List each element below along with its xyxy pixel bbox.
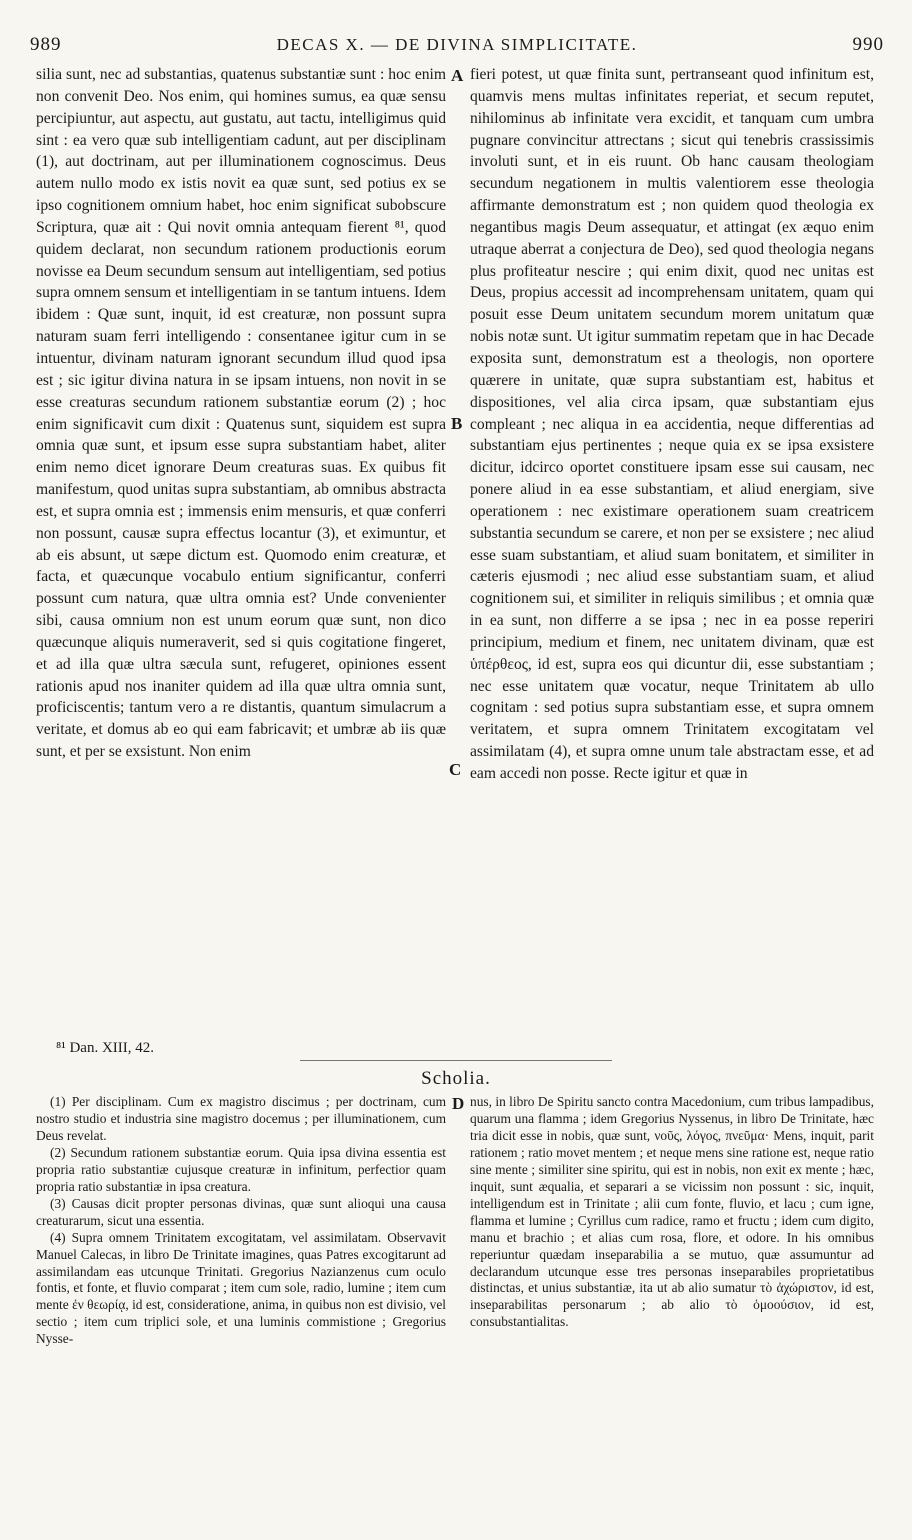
left-page-number: 989 [30,34,62,55]
right-page-number: 990 [852,34,884,55]
margin-letter-d: D [452,1094,465,1113]
scholia-note-continued: nus, in libro De Spiritu sancto contra Macedonium, cum tribus lampadibus, quarum una flamma ; idem Gregorius Nyssenus, in libro De Trinitate, hæc tria dicit esse in nobis, quæ sunt, νοῦς, λόγος, πνεῦμα· Mens, inquit, parit rationem ; ratio movet mentem ; et neque mens sine ratione est, neque ratio sine mente ; similiter sine spiritu, qui est in nobis, non exit ex mente ; hæc, inquit, sunt æqualia, et separari a se vicissim non possunt : sic, inquit, intelligendum est in Trinitate ; alii cum fonte, fluvio, et lacu ; cum igne, flamma et lumine ; Cyrillus cum radice, ramo et fructu ; idem cum digito, manu et brachio ; et alias cum rosa, flore, et odore. In his omnibus reperiuntur quædam inseparabilia a se mutuo, quæ assumuntur ad declarandum utcunque esse tres personas inseparabiles proprietatibus distinctas, et unius substantiæ, ita ut ab alio sumatur τὸ ἀχώριστον, id est, inseparabilitas personarum ; ab alio τὸ ὁμοούσιον, id est, consubstantialitas. [470,1094,874,1330]
scholia-left-column [36,1094,446,1348]
main-left-column [36,64,446,763]
margin-letter-b: B [451,414,463,433]
scholia-note: (4) Supra omnem Trinitatem excogitatam, vel assimilatam. Observavit Manuel Calecas, in libro De Trinitate imagines, quas Patres excogitarunt ad assimilandam eas utcunque Trinitati. Gregorius Nazianzenus cum oculo fontis, et fonte, et fluvio comparat ; item cum sole, radio, lumine ; item cum mente ἐν θεωρίᾳ, id est, consideratione, anima, in quibus non est divisio, vel sectio ; item cum triplici sole, et una luminis commistione ; Gregorius Nysse- [36,1229,446,1347]
scholia-divider [300,1060,612,1061]
running-header [30,34,884,62]
running-title: DECAS X. — DE DIVINA SIMPLICITATE. [276,35,638,54]
margin-letter-c: C [449,760,462,779]
scholia-right-column [470,1094,874,1331]
main-right-paragraph: fieri potest, ut quæ finita sunt, pertranseant quod infinitum est, quamvis mens multas infinitates reperiat, et secum reputet, nihilominus ab infinitate vera excidit, et tanquam cum umbra pugnare convincitur attrectans ; sicut qui tenebris crassissimis involuti sunt, et in eis ruunt. Ob hanc causam theologiam secundum negationem in multis valentiorem esse theologia affirmante demonstratum est ; non quidem quod theologia ex negantibus magis Deum assequatur, et attingat (ex æquo enim utraque aberrat a conjectura de Deo), sed quod theologia negans plus profiteatur nescire ; qui enim dixit, quod nec unitas est Deus, propius accessit ad incomprehensam unitatem, quam qui posuit esse Deum unitatem secundum morem unitatum quæ nobis notæ sunt. Ut igitur summatim repetam que in hac Decade exposita sunt, demonstratum est a theologis, non oportere quærere in unitate, quæ supra substantiam est, habitus et dispositiones, vel alia circa ipsam, quæ substantiam ejus compleant ; nec aliqua in ea accidentia, neque differentias ad substantiam ejus pertinentes ; neque quia ex se ipsa exsistere dicitur, idcirco oportet constituere ipsam esse sui causam, nec ponere aliud in ea esse substantiam, et aliud energiam, sive operationem : nec existimare operationem suam creatricem substantia secundum se carere, et non per se exsistere ; nec aliud esse suam substantiam, et aliud suam bonitatem, et similiter in cæteris ejusmodi ; nec aliud esse substantiam suam, et aliud cognitionem sui, et similiter in reliquis similibus ; et omnia quæ in ea sunt, non differre a se ipsa ; nec in ea posse reperiri principium, medium et finem, nec unitatem divinam, quæ est ὑπέρθεος, id est, supra eos qui dicuntur dii, esse substantiam ; nec esse unitatem quæ vocatur, neque Trinitatem ab ullo cognitam : sed potius supra substantiam esse, et supra omnem veritatem, et supra omnem Trinitatem excogitatam vel assimilatam (4), et supra omne unum tale abstractam esse, et ad eam accedi non posse. Recte igitur et quæ in [470,66,874,782]
margin-letter-a: A [451,66,464,85]
main-left-paragraph: silia sunt, nec ad substantias, quatenus substantiæ sunt : hoc enim non convenit Deo. Nos enim, qui homines sumus, ea quæ sensu percipiuntur, aut aspectu, aut gustatu, aut tactu, intelligimus quid sint : ea vero quæ sub intelligentiam cadunt, aut per disciplinam (1), aut doctrinam, aut per illuminationem cognoscimus. Deus autem nullo modo ex istis novit ea quæ sunt, sed potius ex se ipso cognitionem omnium habet, hoc enim significat subobscure Scriptura, quæ ait : Qui novit omnia antequam fierent ⁸¹, quod quidem declarat, non secundum rationem productionis eorum novisse ea Deum secundum sensum aut intelligentiam, sed potius supra omnem sensum et intelligentiam in se tantum intuens. Idem ibidem : Quæ sunt, inquit, id est creaturæ, non possunt supra naturam suam ferri intelligendo : consentanee igitur cum in se intuentur, divinam naturam ignorant secundum illud quod ipsa est ; sic igitur divina natura in se ipsam intuens, non novit in se esse creaturas secundum rationem substantiæ eorum (2) ; hoc enim significavit cum dixit : Quatenus sunt, siquidem est supra omnia quæ sunt, et ipsum esse supra substantiam habet, aliter enim nemo dicet ignorare Deum creaturas suas. Ex quibus fit manifestum, quod unitas supra substantiam, ab omnibus abstracta est, et supra omnia est ; immensis enim mensuris, et quæ conferri non possunt, causæ supra effectus locantur (3), et eximuntur, et ab eis absunt, ut sæpe dictum est. Quomodo enim creaturæ, et facta, et quæcunque vocabulo entium significantur, conferri possunt cum natura, quæ ultra omnia est? Unde convenienter sibi, causa omnium non est unum eorum quæ sunt, non dico quæcunque aliquis numeraverit, sed si quis cogitatione fingeret, et ad illa quæ ultra sæcula sunt, refugeret, opiniones essent rationis apud nos inaniter quidem ad illa quæ ultra omnia sunt, proficiscentis; tantum vero a re distantis, quantum simulacrum a veritate, et domus ab eo qui eam fabricavit; et umbræ ab iis quæ sunt, et per se exsistunt. Non enim [36,66,446,761]
footnote: ⁸¹ Dan. XIII, 42. [56,1040,155,1056]
main-right-column [470,64,874,785]
scholia-note: (1) Per disciplinam. Cum ex magistro discimus ; per doctrinam, cum nostro studio et industria sine magistro docemus ; per illuminationem, cum Deus revelat. [36,1094,446,1143]
scholia-title: Scholia. [421,1068,491,1089]
scholia-note: (3) Causas dicit propter personas divinas, quæ sunt alioqui una causa creaturarum, sicut una essentia. [36,1195,446,1228]
scholia-note: (2) Secundum rationem substantiæ eorum. Quia ipsa divina essentia est propria ratio substantiæ cujusque creaturæ in infinitum, perfectior quam propria ratio substantiæ in ipsa creatura. [36,1144,446,1194]
